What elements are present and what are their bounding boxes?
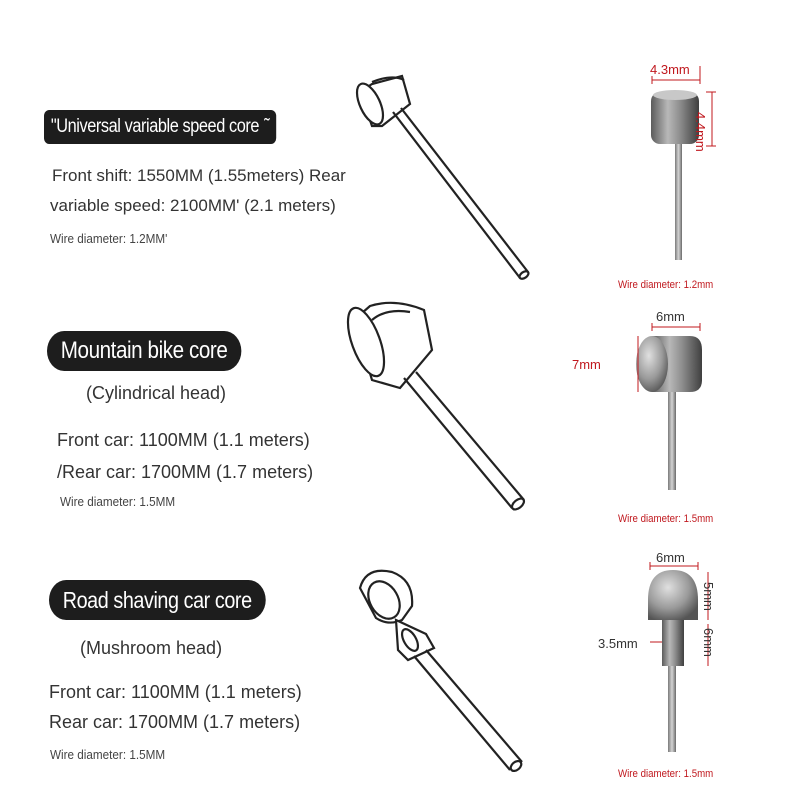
mushroom-core-drawing: [360, 571, 523, 773]
universal-head-height: 4.4mm: [693, 112, 708, 152]
road-length-line-2: Rear car: 1700MM (1.7 meters): [49, 712, 301, 732]
road-wire-diameter: Wire diameter: 1.5MM: [50, 747, 166, 762]
universal-photo-wire-diameter: Wire diameter: 1.2mm: [618, 279, 714, 291]
section-title-mountain: Mountain bike core: [47, 331, 241, 371]
universal-head-width: 4.3mm: [650, 62, 690, 77]
road-neck-height: 6mm: [701, 628, 716, 657]
section-title-universal: [44, 110, 276, 144]
road-length-line-1: Front car: 1100MM (1.1 meters): [49, 682, 302, 702]
road-subtitle: (Mushroom head): [80, 638, 223, 658]
universal-wire-diameter: Wire diameter: 1.2MM': [50, 231, 168, 246]
road-photo-wire-diameter: Wire diameter: 1.5mm: [618, 768, 714, 780]
road-head-width: 6mm: [656, 550, 685, 565]
mountain-photo-wire-diameter: Wire diameter: 1.5mm: [618, 513, 714, 525]
road-head-height: 5mm: [701, 582, 716, 611]
universal-core-photo: [651, 66, 716, 260]
mountain-head-height: 7mm: [572, 357, 601, 372]
cylindrical-core-photo: [636, 323, 702, 490]
road-neck-width: 3.5mm: [598, 636, 638, 651]
mushroom-core-photo: [648, 562, 708, 752]
section-title-text: "Universal variable speed core: [50, 116, 260, 137]
universal-core-drawing: [352, 76, 530, 280]
mountain-length-line-1: Front car: 1100MM (1.1 meters): [57, 430, 310, 450]
mountain-length-line-2: /Rear car: 1700MM (1.7 meters): [57, 462, 314, 482]
section-title-road: Road shaving car core: [49, 580, 265, 620]
universal-length-line-2: variable speed: 2100MM' (2.1 meters): [50, 196, 336, 215]
mountain-subtitle: (Cylindrical head): [86, 383, 227, 403]
mountain-head-width: 6mm: [656, 309, 685, 324]
mountain-wire-diameter: Wire diameter: 1.5MM: [60, 494, 176, 509]
cylindrical-core-drawing: [341, 303, 526, 512]
universal-length-line-1: Front shift: 1550MM (1.55meters) Rear: [52, 166, 346, 185]
